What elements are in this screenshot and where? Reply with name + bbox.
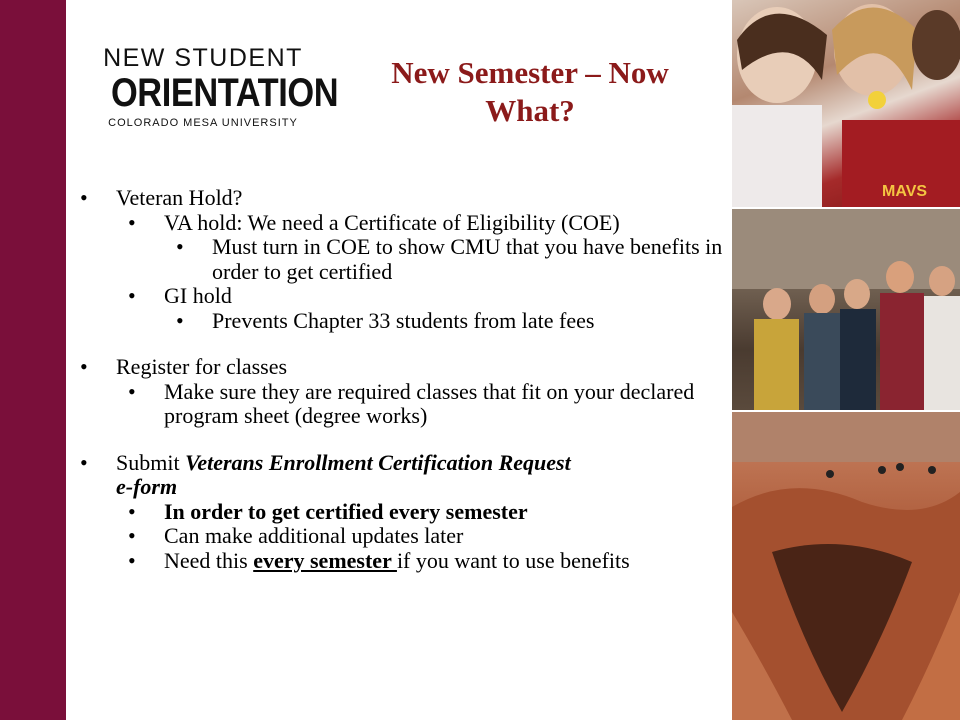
slide-content — [80, 186, 726, 573]
bullet-in-order: • In order to get certified every semester — [128, 498, 528, 524]
bullet-submit-continuation: e-form — [116, 474, 178, 499]
bullet-can-make: • Can make additional updates later — [128, 523, 464, 548]
photo-column — [732, 0, 960, 720]
slide-title: New Semester – Now What? — [391, 55, 669, 128]
bullet-submit: • Submit Veterans Enrollment Certification Request — [80, 449, 571, 475]
climbers-photo — [732, 209, 960, 410]
bullet-must-turn-in: • Must turn in COE to show CMU that you have benefits in order to get certified — [176, 234, 723, 284]
bullet-prevents: • Prevents Chapter 33 students from late fees — [176, 307, 595, 333]
orientation-logo — [96, 44, 339, 130]
bullet-veteran-hold: • Veteran Hold? — [80, 185, 243, 210]
bullet-gi-hold: • GI hold — [128, 283, 232, 308]
logo-line-1: NEW STUDENT — [103, 44, 303, 72]
logo-line-2: ORIENTATION — [110, 71, 339, 115]
canyon-photo — [732, 412, 960, 720]
sidebar-accent-bar — [0, 0, 66, 720]
svg-text:MAVS: MAVS — [882, 183, 928, 200]
students-photo — [732, 0, 960, 207]
logo-line-3: COLORADO MESA UNIVERSITY — [108, 117, 298, 129]
bullet-register: • Register for classes — [80, 354, 288, 379]
bullet-make-sure: • Make sure they are required classes that fit on your declared program sheet (degree works) — [128, 378, 695, 428]
bullet-va-hold: • VA hold: We need a Certificate of Eligibility (COE) — [128, 209, 620, 235]
bullet-need-this: • Need this every semester if you want to use benefits — [128, 547, 630, 573]
